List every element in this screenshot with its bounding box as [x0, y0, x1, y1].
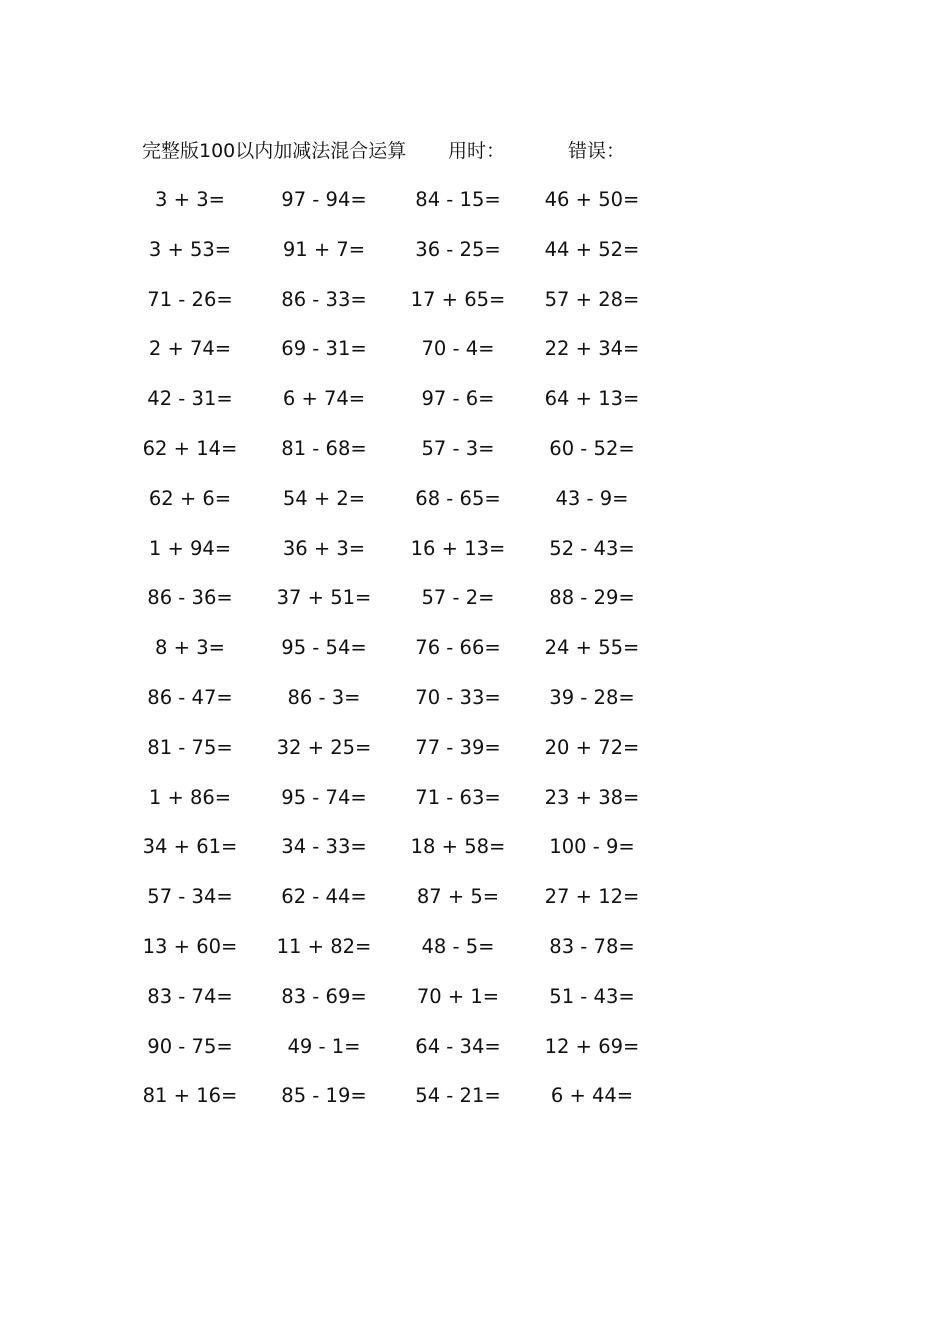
problem-cell: 34 - 33=	[281, 835, 367, 859]
problem-cell: 95 - 74=	[281, 785, 367, 809]
problem-cell: 6 + 74=	[282, 387, 366, 411]
problem-cell: 97 - 6=	[421, 387, 495, 411]
problem-cell: 62 + 6=	[148, 486, 232, 510]
problem-cell: 24 + 55=	[544, 636, 640, 660]
problem-cell: 62 + 14=	[142, 436, 238, 460]
problem-cell: 44 + 52=	[544, 237, 640, 261]
problem-cell: 95 - 54=	[281, 636, 367, 660]
problem-cell: 8 + 3=	[155, 636, 225, 660]
problem-cell: 68 - 65=	[415, 486, 501, 510]
problem-row	[0, 633, 950, 683]
problem-cell: 64 + 13=	[544, 387, 640, 411]
problem-cell: 70 + 1=	[416, 984, 500, 1008]
problem-cell: 6 + 44=	[550, 1084, 634, 1108]
problem-row	[0, 733, 950, 783]
problem-cell: 13 + 60=	[142, 934, 238, 958]
problem-cell: 51 - 43=	[549, 984, 635, 1008]
problem-cell: 86 - 47=	[147, 685, 233, 709]
problem-cell: 42 - 31=	[147, 387, 233, 411]
problem-cell: 27 + 12=	[544, 885, 640, 909]
problem-cell: 81 - 75=	[147, 735, 233, 759]
problem-cell: 3 + 3=	[155, 188, 225, 211]
problem-row	[0, 832, 950, 882]
problem-cell: 52 - 43=	[549, 536, 635, 560]
problem-row	[0, 534, 950, 584]
problem-row	[0, 932, 950, 982]
problem-cell: 77 - 39=	[415, 735, 501, 759]
problem-cell: 3 + 53=	[148, 237, 232, 261]
problem-cell: 57 - 2=	[421, 586, 495, 610]
problem-cell: 83 - 69=	[281, 984, 367, 1008]
worksheet-title: 完整版100以内加减法混合运算	[142, 140, 407, 162]
problem-row	[0, 285, 950, 335]
problem-cell: 1 + 94=	[148, 536, 232, 560]
problem-cell: 86 - 33=	[281, 287, 367, 311]
problem-cell: 83 - 74=	[147, 984, 233, 1008]
problem-row	[0, 334, 950, 384]
problem-cell: 54 + 2=	[282, 486, 366, 510]
problem-cell: 57 - 3=	[421, 436, 495, 460]
problem-cell: 48 - 5=	[421, 934, 495, 958]
problem-cell: 87 + 5=	[416, 885, 500, 909]
problem-cell: 57 - 34=	[147, 885, 233, 909]
problem-row	[0, 1032, 950, 1082]
problem-cell: 36 + 3=	[282, 536, 366, 560]
problem-cell: 2 + 74=	[148, 337, 232, 361]
problem-cell: 62 - 44=	[281, 885, 367, 909]
problem-cell: 70 - 4=	[421, 337, 495, 361]
problem-cell: 86 - 3=	[287, 685, 361, 709]
problem-cell: 88 - 29=	[549, 586, 635, 610]
problem-cell: 1 + 86=	[148, 785, 232, 809]
problem-cell: 46 + 50=	[544, 188, 640, 211]
problem-cell: 49 - 1=	[287, 1034, 361, 1058]
problem-cell: 34 + 61=	[142, 835, 238, 859]
problem-row	[0, 583, 950, 633]
problem-cell: 71 - 26=	[147, 287, 233, 311]
problem-cell: 76 - 66=	[415, 636, 501, 660]
problem-cell: 37 + 51=	[276, 586, 372, 610]
problem-cell: 16 + 13=	[410, 536, 506, 560]
problem-cell: 54 - 21=	[415, 1084, 501, 1108]
problem-cell: 57 + 28=	[544, 287, 640, 311]
problem-cell: 97 - 94=	[281, 188, 367, 211]
problem-cell: 12 + 69=	[544, 1034, 640, 1058]
problem-row	[0, 1081, 950, 1131]
problem-cell: 20 + 72=	[544, 735, 640, 759]
problem-cell: 18 + 58=	[410, 835, 506, 859]
problem-cell: 36 - 25=	[415, 237, 501, 261]
problem-cell: 43 - 9=	[555, 486, 629, 510]
problem-cell: 90 - 75=	[147, 1034, 233, 1058]
errors-label: 错误：	[568, 140, 626, 162]
problem-cell: 83 - 78=	[549, 934, 635, 958]
problem-row	[0, 384, 950, 434]
problem-cell: 11 + 82=	[276, 934, 372, 958]
problem-cell: 39 - 28=	[549, 685, 635, 709]
problem-row	[0, 982, 950, 1032]
problem-cell: 91 + 7=	[282, 237, 366, 261]
problem-cell: 23 + 38=	[544, 785, 640, 809]
problem-cell: 81 + 16=	[142, 1084, 238, 1108]
problem-cell: 100 - 9=	[549, 835, 635, 859]
problem-cell: 64 - 34=	[415, 1034, 501, 1058]
problem-grid	[0, 185, 950, 1131]
problem-row	[0, 484, 950, 534]
problem-row	[0, 783, 950, 833]
time-label: 用时：	[448, 140, 506, 162]
problem-cell: 85 - 19=	[281, 1084, 367, 1108]
problem-cell: 86 - 36=	[147, 586, 233, 610]
problem-cell: 70 - 33=	[415, 685, 501, 709]
problem-row	[0, 882, 950, 932]
problem-row	[0, 683, 950, 733]
problem-cell: 32 + 25=	[276, 735, 372, 759]
problem-row	[0, 434, 950, 484]
problem-cell: 60 - 52=	[549, 436, 635, 460]
problem-cell: 17 + 65=	[410, 287, 506, 311]
problem-cell: 22 + 34=	[544, 337, 640, 361]
problem-cell: 71 - 63=	[415, 785, 501, 809]
problem-cell: 81 - 68=	[281, 436, 367, 460]
problem-cell: 69 - 31=	[281, 337, 367, 361]
problem-cell: 84 - 15=	[415, 188, 501, 211]
problem-row	[0, 185, 950, 235]
worksheet-header	[142, 136, 702, 166]
problem-row	[0, 235, 950, 285]
